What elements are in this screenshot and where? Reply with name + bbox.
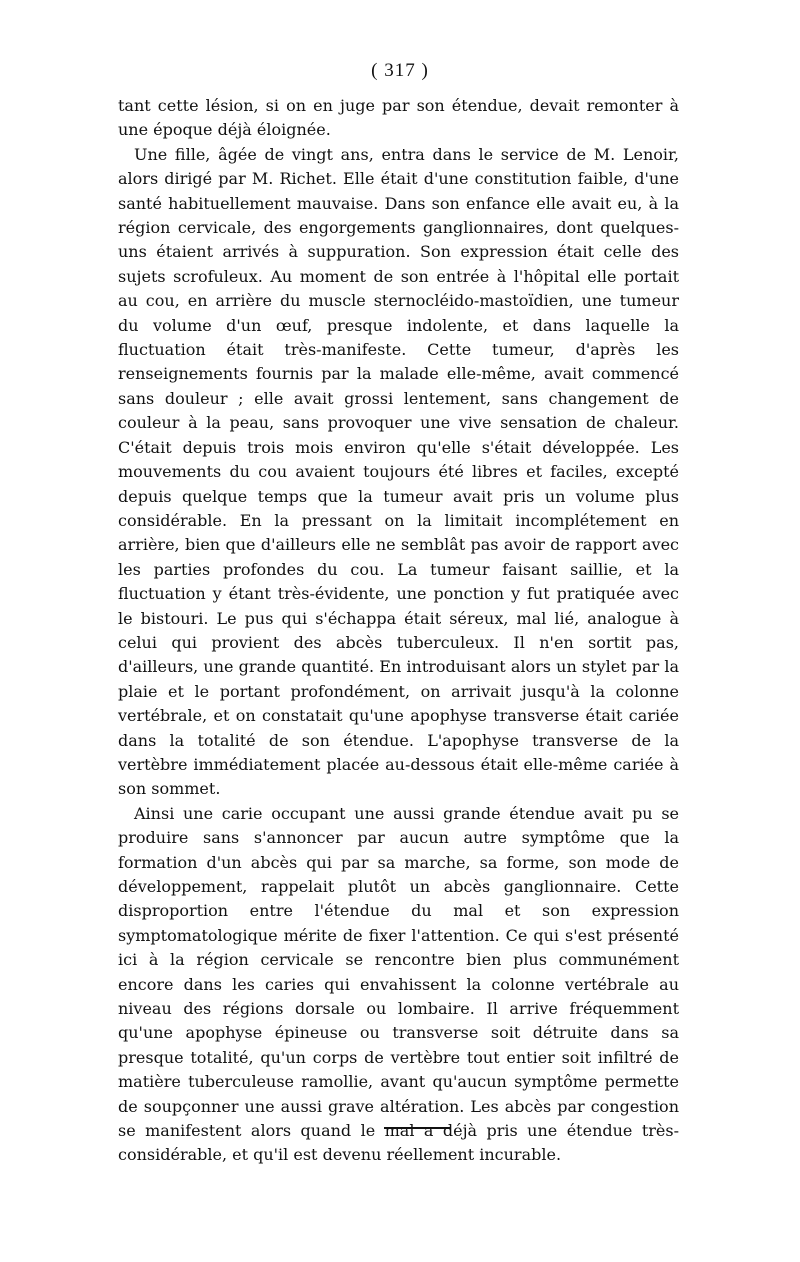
paragraph-continuation: tant cette lésion, si on en juge par son étendue, devait remonter à une époque déjà éloignée. (118, 96, 679, 140)
end-rule-divider (384, 1127, 451, 1129)
paragraph-case-report: Une fille, âgée de vingt ans, entra dans le service de M. Lenoir, alors dirigé par M. Richet. Elle était d'une constitution faible, d'une santé habituellement mauvaise. Dans son enfance elle avait eu, à la région cervicale, des engorgements ganglionnaires, dont quelques-uns étaient arrivés à suppuration. Son expression était celle des sujets scrofuleux. Au moment de son entrée à l'hôpital elle portait au cou, en arrière du muscle sternocléido-mastoïdien, une tumeur du volume d'un œuf, presque indolente, et dans laquelle la fluctuation était très-manifeste. Cette tumeur, d'après les renseignements fournis par la malade elle-même, avait commencé sans douleur ; elle avait grossi lentement, sans changement de couleur à la peau, sans provoquer une vive sensation de chaleur. C'était depuis trois mois environ qu'elle s'était développée. Les mouvements du cou avaient toujours été libres et faciles, excepté depuis quelque temps que la tumeur avait pris un volume plus considérable. En la pressant on la limitait incomplétement en arrière, bien que d'ailleurs elle ne semblât pas avoir de rapport avec les parties profondes du cou. La tumeur faisant saillie, et la fluctuation y étant très-évidente, une ponction y fut pratiquée avec le bistouri. Le pus qui s'échappa était séreux, mal lié, analogue à celui qui provient des abcès tuberculeux. Il n'en sortit pas, d'ailleurs, une grande quantité. En introduisant alors un stylet par la plaie et le portant profondément, on arrivait jusqu'à la colonne vertébrale, et on constatait qu'une apophyse transverse était cariée dans la totalité de son étendue. L'apophyse transverse de la vertèbre immédiatement placée au-dessous était elle-même cariée à son sommet. (118, 144, 679, 799)
paragraph-discussion: Ainsi une carie occupant une aussi grande étendue avait pu se produire sans s'annoncer par aucun autre symptôme que la formation d'un abcès qui par sa marche, sa forme, son mode de développement, rappelait plutôt un abcès ganglionnaire. Cette disproportion entre l'étendue du mal et son expression symptomatologique mérite de fixer l'attention. Ce qui s'est présenté ici à la région cervicale se rencontre bien plus communément encore dans les caries qui envahissent la colonne vertébrale au niveau des régions dorsale ou lombaire. Il arrive fréquemment qu'une apophyse épineuse ou transverse soit détruite dans sa presque totalité, qu'un corps de vertèbre tout entier soit infiltré de matière tuberculeuse ramollie, avant qu'aucun symptôme permette de soupçonner une aussi grave altération. Les abcès par congestion se manifestent alors quand le mal a déjà pris une étendue très-considérable, et qu'il est devenu réellement incurable. (118, 803, 679, 1165)
page-number: ( 317 ) (371, 60, 429, 81)
body-text (118, 94, 679, 1168)
